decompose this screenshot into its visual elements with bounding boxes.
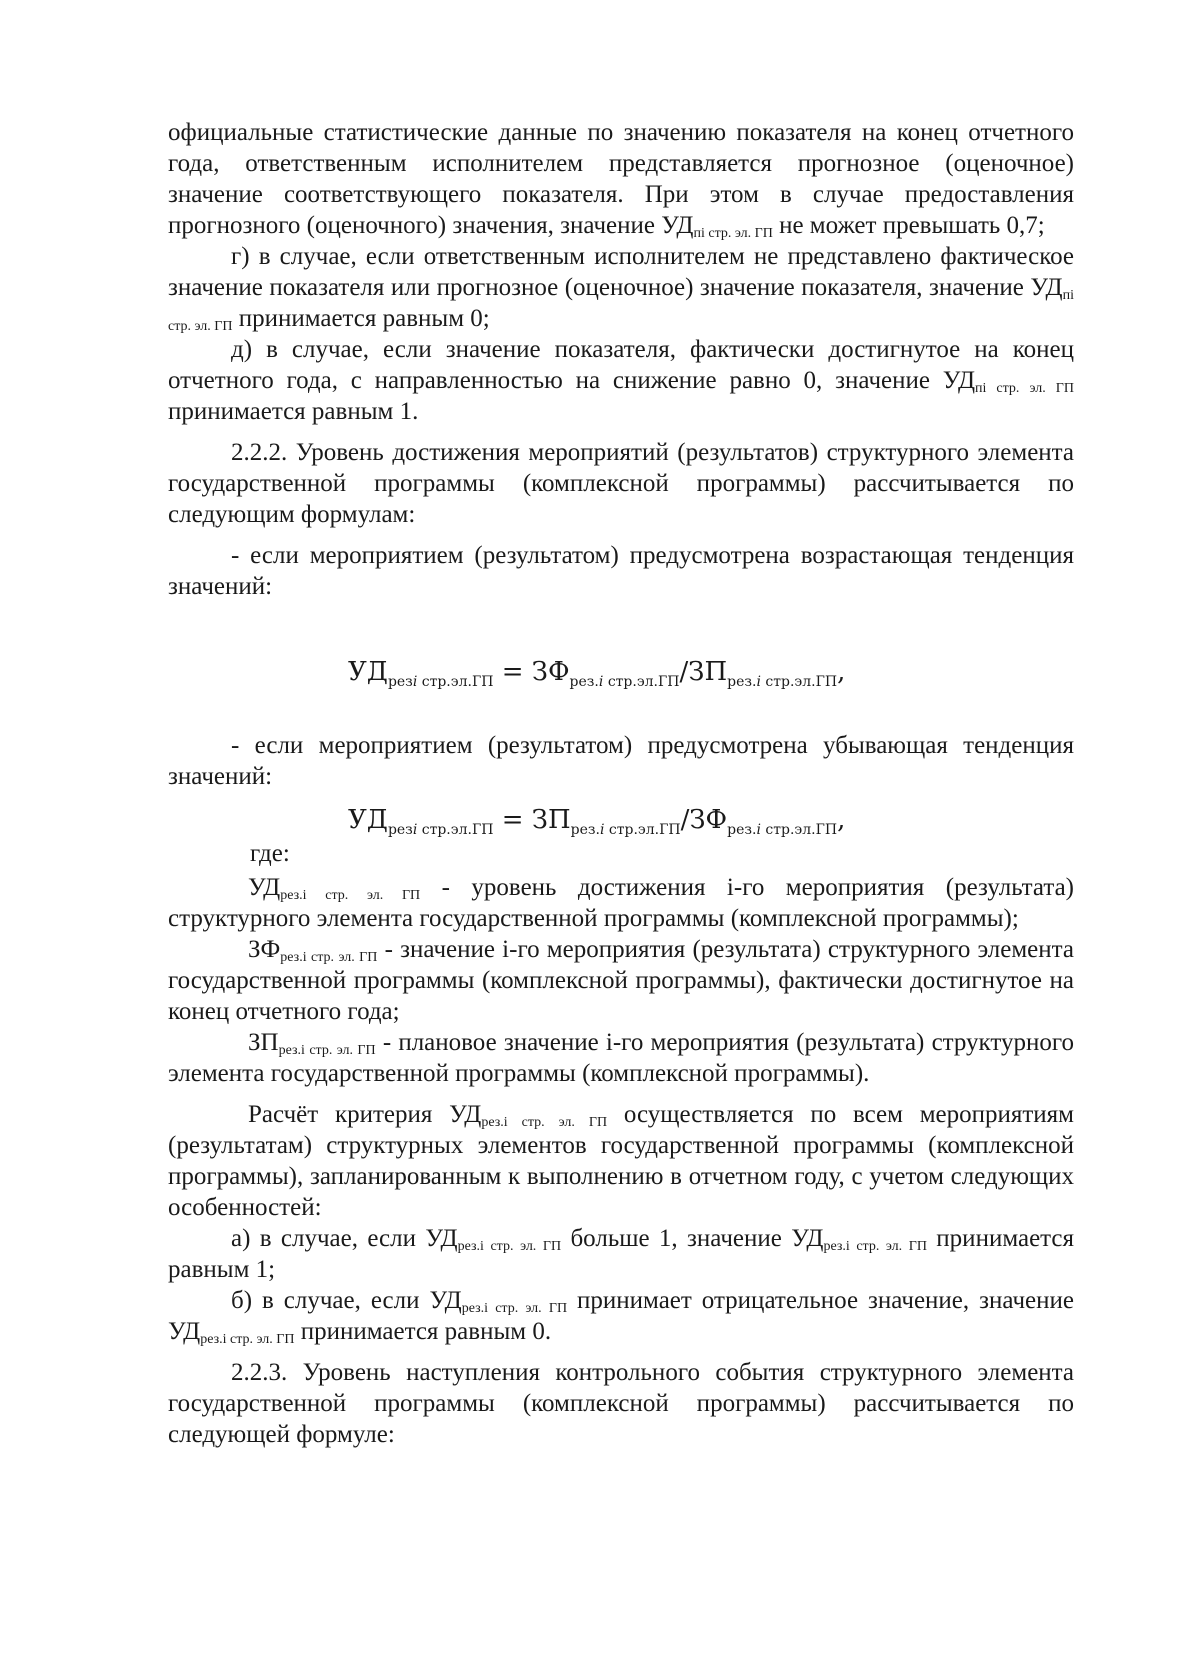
text-block-definitions	[168, 872, 1074, 1450]
definition-ud: $УД_{рез.i стр. эл. ГП}$ - уровень достижения i-го мероприятия (результата) структурного элемента государственной программы (комплексной программы);	[168, 874, 1074, 932]
paragraph-item-d: д) в случае, если значение показателя, фактически достигнутое на конец отчетного года, с направленностью на снижение равно 0, значение $УД_{пi стр. эл. ГП}$ принимается равным 1.	[168, 336, 1074, 425]
paragraph-item-a: а) в случае, если $УД_{рез.i стр. эл. ГП}$ больше 1, значение $УД_{рез.i стр. эл. ГП}$ принимается равным 1;	[168, 1225, 1074, 1283]
paragraph-increasing-trend: - если мероприятием (результатом) предусмотрена возрастающая тенденция значений:	[168, 542, 1074, 600]
text-block-decreasing	[168, 730, 1074, 792]
paragraph-2-2-3: 2.2.3. Уровень наступления контрольного события структурного элемента государственной программы (комплексной программы) рассчитывается по следующей формуле:	[168, 1359, 1074, 1448]
where-label: где:	[250, 840, 290, 867]
paragraph-item-g: г) в случае, если ответственным исполнителем не представлено фактическое значение показателя или прогнозное (оценочное) значение показателя, значение $УД_{пi стр. эл. ГП}$ принимается равным 0;	[168, 243, 1074, 334]
definition-zf: $ЗФ_{рез.i стр. эл. ГП}$ - значение i-го мероприятия (результата) структурного элемента государственной программы (комплексной программы), фактически достигнутое на конец отчетного года;	[168, 936, 1074, 1025]
paragraph-2-2-2: 2.2.2. Уровень достижения мероприятий (результатов) структурного элемента государственной программы (комплексной программы) рассчитывается по следующим формулам:	[168, 439, 1074, 528]
paragraph-item-b: б) в случае, если $УД_{рез.i стр. эл. ГП}$ принимает отрицательное значение, значение $УД_{рез.i стр. эл. ГП}$ принимается равным 0.	[168, 1287, 1074, 1347]
paragraph-decreasing-trend: - если мероприятием (результатом) предусмотрена убывающая тенденция значений:	[168, 732, 1074, 790]
paragraph-criterion-calculation: Расчёт критерия $УД_{рез.i стр. эл. ГП}$ осуществляется по всем мероприятиям (результатам) структурных элементов государственной программы (комплексной программы), запланированным к выполнению в отчетном году, с учетом следующих особенностей:	[168, 1101, 1074, 1221]
formula-increasing: $УД_{резi стр.эл.ГП} = ЗФ_{рез.i стр.эл.ГП}/ЗП_{рез.i стр.эл.ГП}$,	[348, 657, 846, 690]
paragraph-forecast-value: официальные статистические данные по значению показателя на конец отчетного года, ответственным исполнителем представляется прогнозное (оценочное) значение соответствующего показателя. При этом в случае предоставления прогнозного (оценочного) значения, значение $УД_{пi стр. эл. ГП}$ не может превышать 0,7;	[168, 119, 1074, 241]
formula-decreasing: $УД_{резi стр.эл.ГП} = ЗП_{рез.i стр.эл.ГП}/ЗФ_{рез.i стр.эл.ГП}$,	[348, 805, 846, 838]
definition-zp: $ЗП_{рез.i стр. эл. ГП}$ - плановое значение i-го мероприятия (результата) структурного элемента государственной программы (комплексной программы).	[168, 1029, 1074, 1087]
text-block-top	[168, 117, 1074, 602]
